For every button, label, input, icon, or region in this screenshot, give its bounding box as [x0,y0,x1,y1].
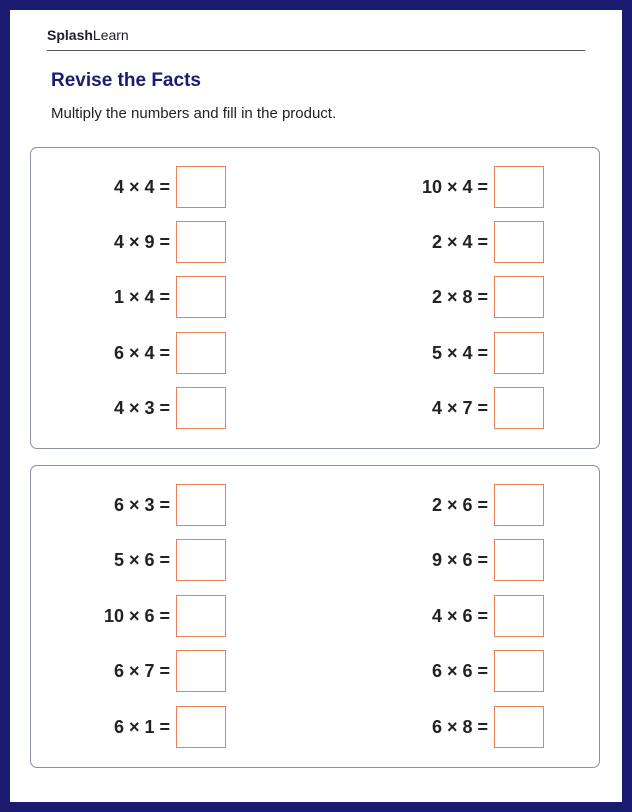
equation: 5 × 6 = [113,549,170,570]
problem-row [30,538,226,582]
answer-box[interactable] [494,332,544,374]
problem-row [30,331,226,375]
worksheet-title: Revise the Facts [51,70,201,91]
answer-box[interactable] [176,276,226,318]
equation: 6 × 3 = [113,494,170,515]
answer-box[interactable] [176,387,226,429]
worksheet-page [10,10,622,802]
equation: 6 × 4 = [113,342,170,363]
equation: 2 × 6 = [431,494,488,515]
equation: 6 × 8 = [431,716,488,737]
equation: 9 × 6 = [431,549,488,570]
problem-row [30,594,226,638]
equation: 2 × 4 = [431,231,488,252]
equation: 10 × 6 = [103,605,170,626]
problem-row [348,594,544,638]
equation: 4 × 3 = [113,397,170,418]
answer-box[interactable] [176,706,226,748]
answer-box[interactable] [494,387,544,429]
equation: 10 × 4 = [421,176,488,197]
problem-row [348,165,544,209]
answer-box[interactable] [494,539,544,581]
equation: 6 × 7 = [113,660,170,681]
problem-row [348,538,544,582]
problem-row [30,705,226,749]
answer-box[interactable] [494,595,544,637]
problem-row [348,649,544,693]
problem-row [348,275,544,319]
answer-box[interactable] [176,595,226,637]
answer-box[interactable] [494,276,544,318]
problem-row [30,165,226,209]
problem-row [348,386,544,430]
problem-row [30,649,226,693]
problem-row [30,220,226,264]
answer-box[interactable] [176,332,226,374]
problem-row [348,331,544,375]
problem-row [30,386,226,430]
problem-row [348,220,544,264]
equation: 5 × 4 = [431,342,488,363]
problem-row [348,705,544,749]
equation: 2 × 8 = [431,286,488,307]
equation: 1 × 4 = [113,286,170,307]
answer-box[interactable] [176,539,226,581]
problem-row [30,275,226,319]
answer-box[interactable] [494,221,544,263]
equation: 4 × 9 = [113,231,170,252]
problem-row [348,483,544,527]
instructions: Multiply the numbers and fill in the product. [51,105,337,122]
equation: 4 × 6 = [431,605,488,626]
answer-box[interactable] [494,650,544,692]
equation: 4 × 7 = [431,397,488,418]
answer-box[interactable] [176,484,226,526]
problem-row [30,483,226,527]
answer-box[interactable] [176,221,226,263]
equation: 4 × 4 = [113,176,170,197]
answer-box[interactable] [494,706,544,748]
answer-box[interactable] [494,484,544,526]
answer-box[interactable] [176,166,226,208]
header-divider [47,50,585,51]
equation: 6 × 1 = [113,716,170,737]
answer-box[interactable] [176,650,226,692]
splashlearn-logo: SplashLearn [47,27,129,43]
equation: 6 × 6 = [431,660,488,681]
answer-box[interactable] [494,166,544,208]
